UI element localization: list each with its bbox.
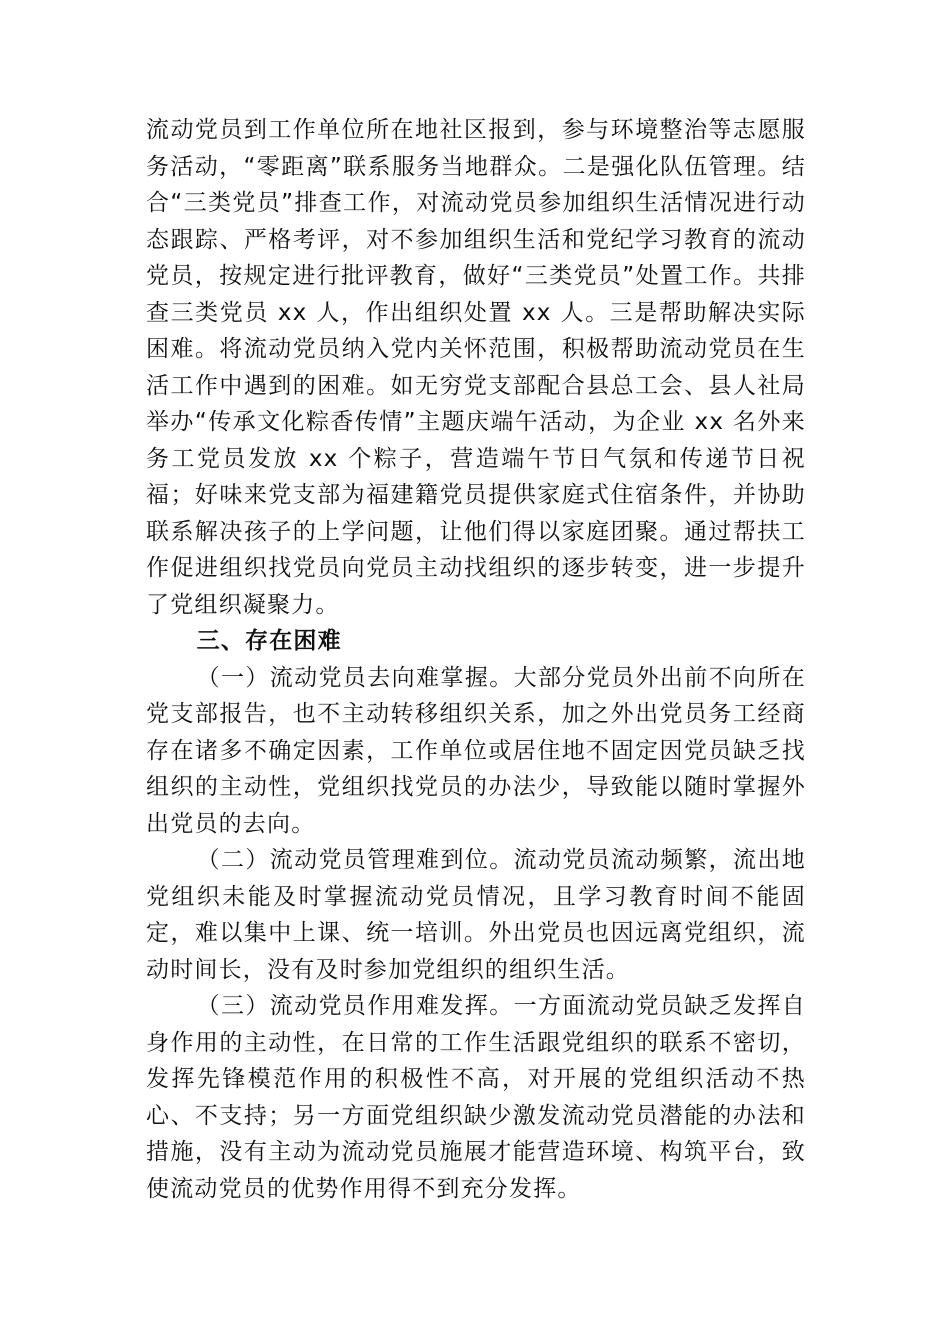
difficulty-paragraph-2: （二）流动党员管理难到位。流动党员流动频繁，流出地党组织未能及时掌握流动党员情况，且学习教育时间不能固定，难以集中上课、统一培训。外出党员也因远离党组织，流动时间长，没有及时参加党组织的组织生活。 [146, 847, 806, 983]
difficulty-paragraph-1: （一）流动党员去向难掌握。大部分党员外出前不向所在党支部报告，也不主动转移组织关系，加之外出党员务工经商存在诸多不确定因素，工作单位或居住地不固定因党员缺乏找组织的主动性，党组织找党员的办法少，导致能以随时掌握外出党员的去向。 [146, 664, 806, 837]
paragraph-continuation: 流动党员到工作单位所在地社区报到，参与环境整治等志愿服务活动，“零距离”联系服务当地群众。二是强化队伍管理。结合“三类党员”排查工作，对流动党员参加组织生活情况进行动态跟踪、严格考评，对不参加组织生活和党纪学习教育的流动党员，按规定进行批评教育，做好“三类党员”处置工作。共排查三类党员 xx 人，作出组织处置 xx 人。三是帮助解决实际困难。将流动党员纳入党内关怀范围，积极帮助流动党员在生活工作中遇到的困难。如无穷党支部配合县总工会、县人社局举办“传承文化粽香传情”主题庆端午活动，为企业 xx 名外来务工党员发放 xx 个粽子，营造端午节日气氛和传递节日祝福；好味来党支部为福建籍党员提供家庭式住宿条件，并协助联系解决孩子的上学问题，让他们得以家庭团聚。通过帮扶工作促进组织找党员向党员主动找组织的逐步转变，进一步提升了党组织凝聚力。 [146, 117, 806, 618]
difficulty-paragraph-3: （三）流动党员作用难发挥。一方面流动党员缺乏发挥自身作用的主动性，在日常的工作生活跟党组织的联系不密切，发挥先锋模范作用的积极性不高，对开展的党组织活动不热心、不支持；另一方面党组织缺少激发流动党员潜能的办法和措施，没有主动为流动党员施展才能营造环境、构筑平台，致使流动党员的优势作用得不到充分发挥。 [146, 993, 806, 1202]
document-body [146, 112, 806, 1207]
section-heading: 三、存在困难 [196, 628, 342, 654]
